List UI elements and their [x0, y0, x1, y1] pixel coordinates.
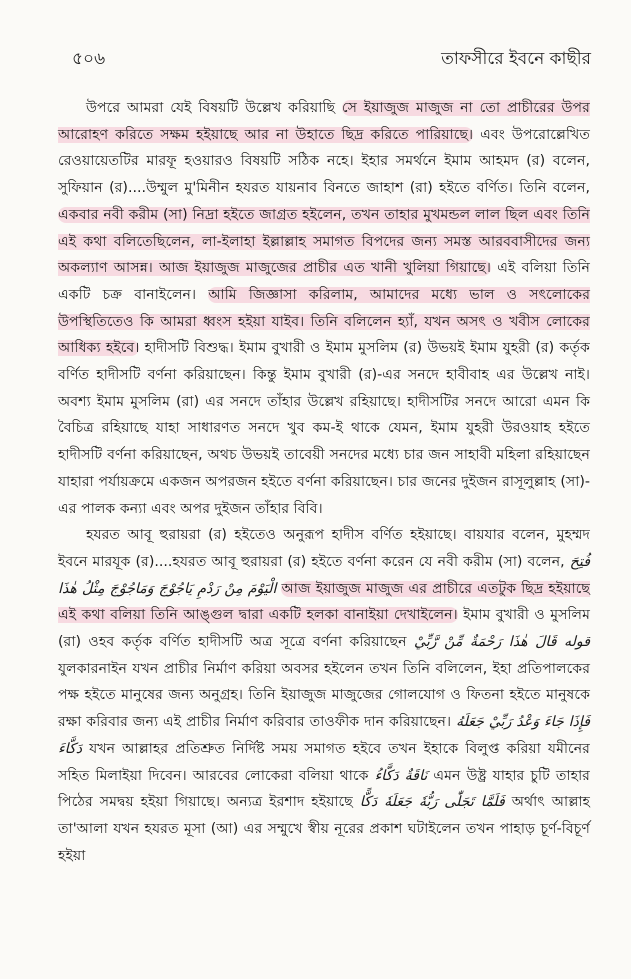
text-run: হাদীসটি বিশুদ্ধ। ইমাম বুখারী ও ইমাম মুসলিম (র) উভয়ই ইমাম যুহরী (র) কর্তৃক বর্ণিত হাদীসটি বর্ণনা করিয়াছেন। কিন্তু ইমাম বুখারী (র)-এর সনদে হাবীবাহ এর উল্লেখ নাই। অবশ্য ইমাম মুসলিম (রা) এর সনদে তাঁহার উল্লেখ রহিয়াছে। হাদীসটির সনদে আরো এমন কি বৈচিত্র রহিয়াছে যাহা সাধারণত সনদে খুব কম-ই থাকে যেমন, ইমাম যুহরী উরওয়াহ হইতে হাদীসটি বর্ণনা করিয়াছেন, অথচ উভয়ই তাবেয়ী সনদের মধ্যে চার জন সাহাবী মহিলা রহিয়াছেন যাহারা পর্যায়ক্রমে একজন অপরজন হইতে বর্ণনা করিয়াছেন। চার জনের দুইজন রাসূলুল্লাহ (সা)-এর পালক কন্যা এবং অপর দুইজন তাঁহার বিবি।: [58, 340, 590, 517]
text-run: হযরত আবূ হুরায়রা (র) হইতেও অনুরূপ হাদীস বর্ণিত হইয়াছে। বায়যার বলেন, মুহম্মদ ইবনে মারযূক (র)....হযরত আবূ হুরায়রা (র) হইতে বর্ণনা করেন যে নবী করীম (সা) বলেন,: [58, 527, 590, 570]
text-run: এমন উষ্ট্র যাহার চুটি তাহার পিঠের সমদ্বয় হইয়া গিয়াছে। অন্যত্র ইরশাদ হইয়াছে: [58, 767, 590, 811]
highlighted-text: সে ইয়াজুজ মাজুজ না তো প্রাচীরের উপর আরোহণ করিতে সক্ষম হইয়াছে আর না উহাতে ছিদ্র করিতে পারিয়াছে।: [58, 100, 590, 143]
text-run: উপরে আমরা যেই বিষয়টি উল্লেখ করিয়াছি: [86, 100, 342, 116]
page-number: ৫০৬: [72, 49, 106, 69]
text-run: ইমাম বুখারী ও মুসলিম (রা) ওহব কর্তৃক বর্ণিত হাদীসটি অত্র সূত্রে বর্ণনা করিয়াছেন: [58, 607, 590, 651]
highlighted-text: আমি জিজ্ঞাসা করিলাম, আমাদের মধ্যে ভাল ও সৎলোকের উপস্থিতিতেও কি আমরা ধ্বংস হইয়া যাইব। তিনি বলিলেন হ্যাঁ, যখন অসৎ ও খবীস লোকের আধিক্য হইবে।: [58, 286, 590, 357]
paragraph-2: [58, 522, 590, 869]
text-run: যুলকারনাইন যখন প্রাচীর নির্মাণ করিয়া অবসর হইলেন তখন তিনি বলিলেন, ইহা প্রতিপালকের পক্ষ হইতে মানুষের জন্য অনুগ্রহ। তিনি ইয়াজুজ মাজুজের গোলযোগ ও ফিতনা হইতে মানুষকে রক্ষা করিবার জন্য এই প্রাচীর নির্মাণ করিবার তাওফীক দান করিয়াছেন।: [58, 660, 590, 731]
text-run: এবং উপরোল্লেখিত রেওয়ায়েতটির মারফূ হওয়ারও বিষয়টি সঠিক নহে। ইহার সমর্থনে ইমাম আহমদ (র) বলেন, সুফিয়ান (র)....উম্মুল মু'মিনীন হযরত যায়নাব বিনতে জাহাশ (রা) হইতে বর্ণিত। তিনি বলেন,: [58, 126, 591, 197]
highlighted-text: একবার নবী করীম (সা) নিদ্রা হইতে জাগ্রত হইলেন, তখন তাহার মুখমন্ডল লাল ছিল এবং তিনি এই কথা বলিতেছিলেন, লা-ইলাহা ইল্লাল্লাহ সমাগত বিপদের জন্য সমস্ত আরববাসীদের জন্য অকল্যাণ আসন্ন। আজ ইয়াজুজ মাজুজের প্রাচীর এত খানী খুলিয়া গিয়াছে।: [58, 206, 590, 277]
highlighted-text: আজ ইয়াজুজ মাজুজ এর প্রাচীরে এতটুক ছিদ্র হইয়াছে এই কথা বলিয়া তিনি আঙ্গুল দ্বারা একটি হলকা বানাইয়া দেখাইলেন।: [58, 580, 590, 624]
page-header: [72, 40, 591, 76]
arabic-quote: فُتِحَ الْيَوْمَ مِنْ رَدْمِ يَاجُوْجَ وَمَاجُوْجَ مِثْلُ هٰذَا: [58, 553, 590, 597]
arabic-quote: فَلَمَّا تَجَلّٰى رَبُّهٗ جَعَلَهٗ دَكًّا: [359, 794, 505, 811]
text-run: এই বলিয়া তিনি একটি চক্র বানাইলেন।: [58, 260, 590, 303]
paragraph-1: [58, 95, 590, 522]
text-run: যখন আল্লাহর প্রতিশ্রুত নির্দিষ্ট সময় সমাগত হইবে তখন ইহাকে বিলুপ্ত করিয়া যমীনের সহিত মিলাইয়া দিবেন। আরবের লোকেরা বলিয়া থাকে: [58, 740, 590, 784]
arabic-quote: قوله قَالَ هٰذَا رَحْمَةٌ مِّنْ رَّبِّيْ: [414, 634, 590, 651]
arabic-quote: فَإِذَا جَاءَ وَعْدُ رَبِّيْ جَعَلَهُ دَكَّاءَ: [58, 714, 590, 757]
arabic-quote: نَاقَةٌ دَكَّاءُ: [374, 767, 428, 784]
running-title: তাফসীরে ইবনে কাছীর: [441, 49, 591, 69]
page-body: [58, 95, 590, 869]
text-run: অর্থাৎ আল্লাহ তা'আলা যখন হযরত মূসা (আ) এর সম্মুখে স্বীয় নূরের প্রকাশ ঘটাইলেন তখন পাহাড় চূর্ণ-বিচূর্ণ হইয়া: [58, 794, 590, 864]
